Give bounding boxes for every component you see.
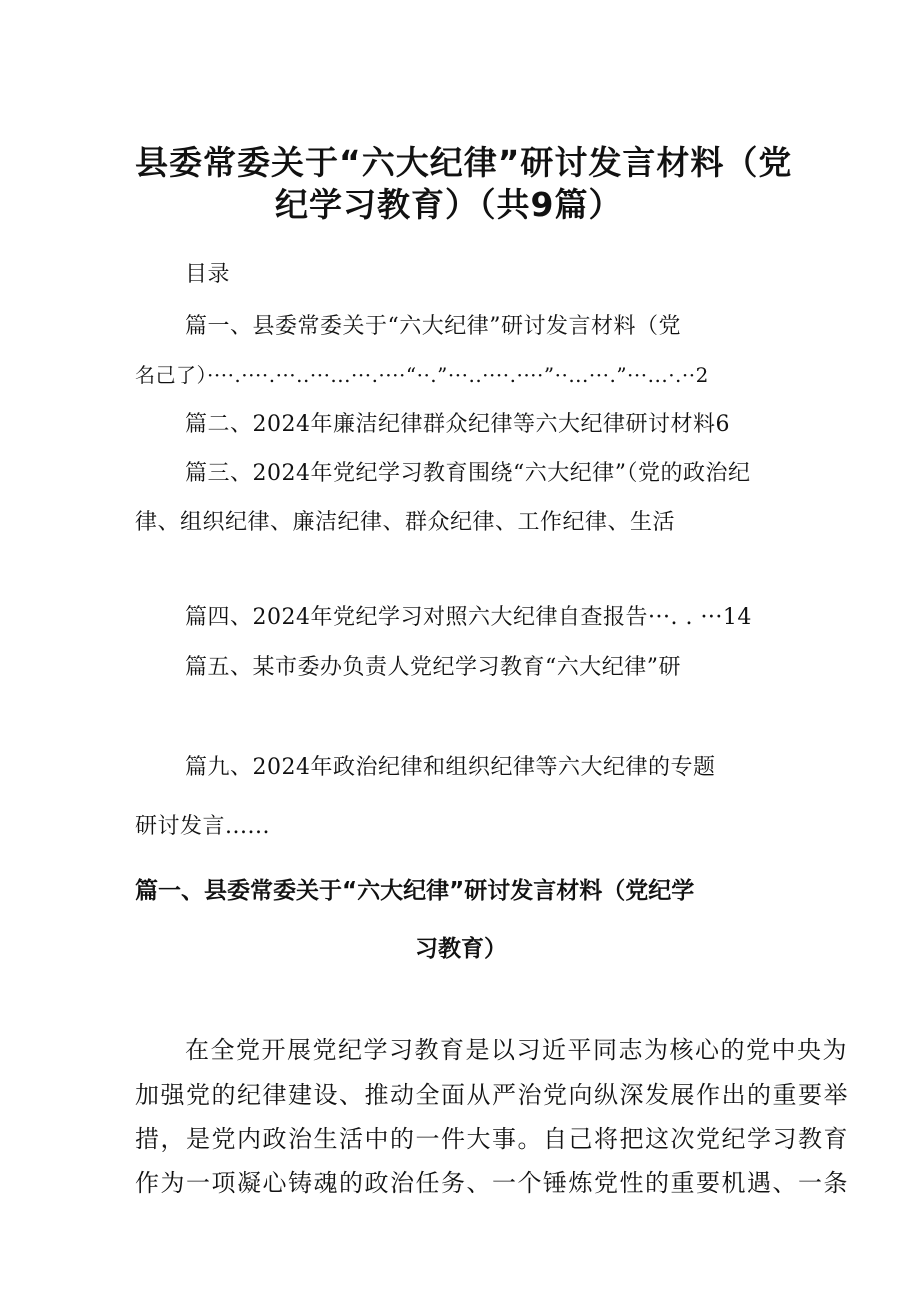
toc-entry: 篇九、2024年政治纪律和组织纪律等六大纪律的专题: [185, 755, 716, 780]
section-heading-line-1: 篇一、县委常委关于“六大纪律”研讨发言材料（党纪学: [135, 878, 695, 904]
document-title-line-1: 县委常委关于“六大纪律”研讨发言材料（党: [135, 143, 793, 182]
body-paragraph-line: 作为一项凝心铸魂的政治任务、一个锤炼党性的重要机遇、一条: [135, 1169, 849, 1197]
toc-entry: 篇五、某市委办负责人党纪学习教育“六大纪律”研: [185, 655, 681, 680]
toc-entry: 律、组织纪律、廉洁纪律、群众纪律、工作纪律、生活: [135, 510, 676, 535]
section-heading-line-2: 习教育）: [415, 936, 507, 962]
document-title-line-2: 纪学习教育）（共9篇）: [275, 185, 623, 224]
toc-heading: 目录: [185, 262, 231, 287]
toc-entry: 研讨发言......: [135, 814, 270, 839]
toc-entry: 篇三、2024年党纪学习教育围绕“六大纪律”（党的政治纪: [185, 461, 751, 486]
body-paragraph-line: 加强党的纪律建设、推动全面从严治党向纵深发展作出的重要举: [135, 1081, 849, 1109]
toc-entry: 名己了）····.····.···..···...···.····“··.”···..····.····”··...···.”···...·.··2: [135, 363, 709, 387]
body-paragraph-line: 措，是党内政治生活中的一件大事。自己将把这次党纪学习教育: [135, 1125, 849, 1153]
toc-entry: 篇四、2024年党纪学习对照六大纪律自查报告···. . ···14: [185, 605, 752, 630]
body-paragraph-line: 在全党开展党纪学习教育是以习近平同志为核心的党中央为: [185, 1036, 848, 1064]
toc-entry: 篇二、2024年廉洁纪律群众纪律等六大纪律研讨材料6: [185, 412, 730, 437]
toc-entry: 篇一、县委常委关于“六大纪律”研讨发言材料（党: [185, 314, 681, 339]
